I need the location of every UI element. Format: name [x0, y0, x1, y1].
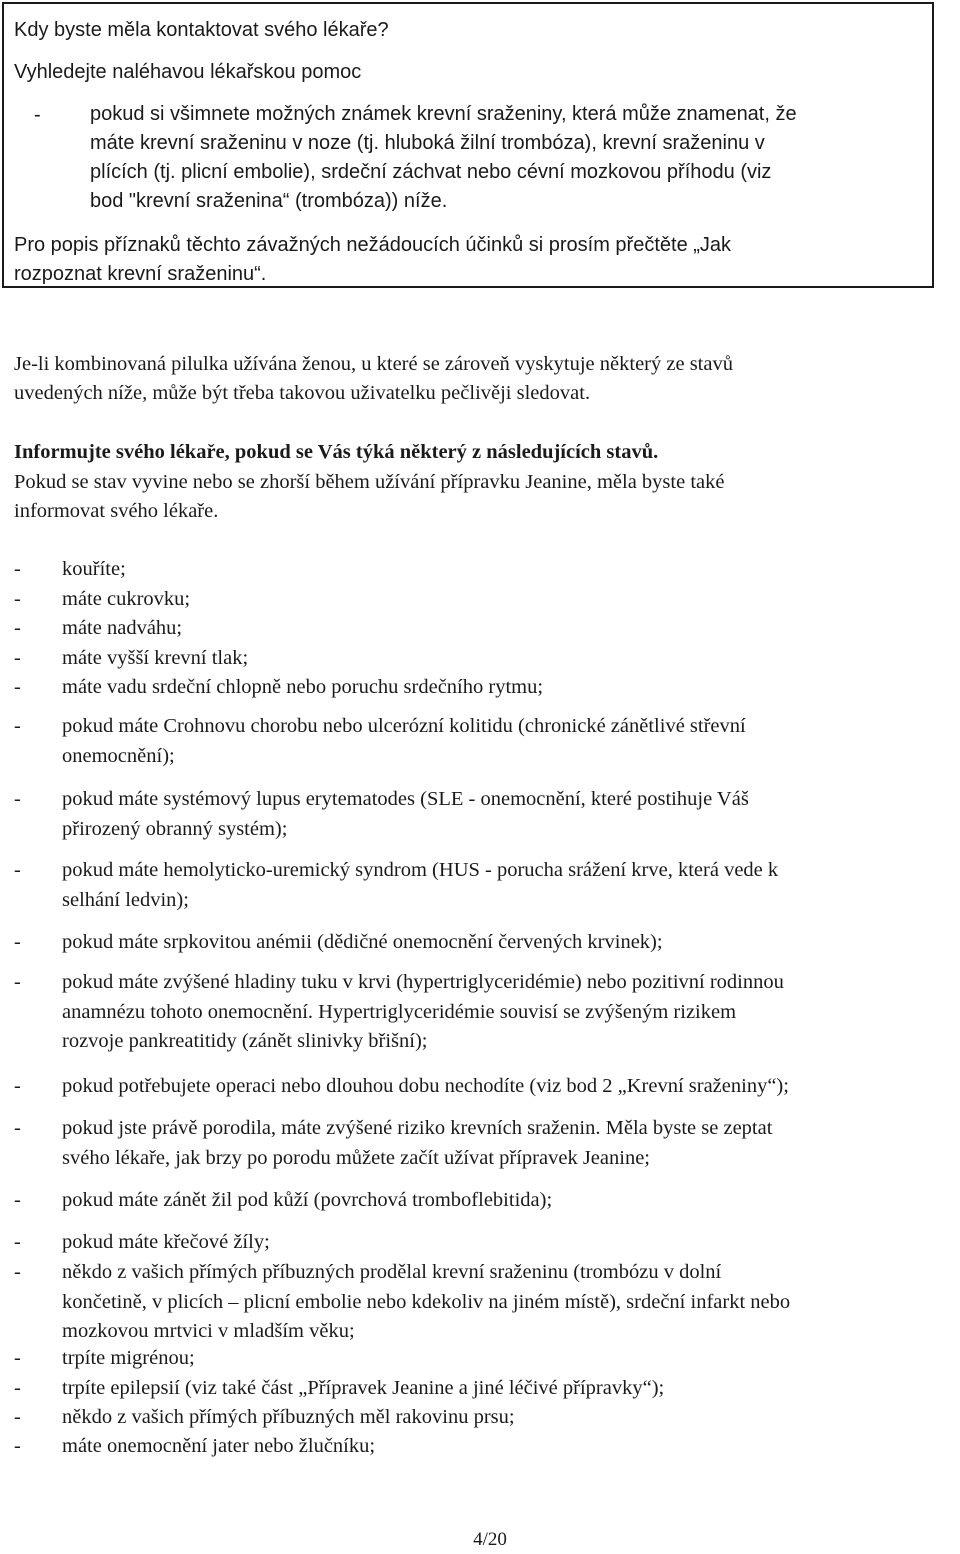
box-bullet-line: máte krevní sraženinu v noze (tj. hluboká žilní trombóza), krevní sraženinu v [90, 132, 765, 154]
list-item-line: svého lékaře, jak brzy po porodu můžete začít užívat přípravek Jeanine; [62, 1147, 650, 1169]
list-item-dash: - [14, 1231, 21, 1253]
intro-line: Je-li kombinovaná pilulka užívána ženou, u které se zároveň vyskytuje některý ze stavů [14, 353, 733, 375]
list-item-line: kouříte; [62, 558, 126, 580]
inform-line: Pokud se stav vyvine nebo se zhorší během užívání přípravku Jeanine, měla byste také [14, 471, 725, 493]
list-item-line: někdo z vašich přímých příbuzných prodělal krevní sraženinu (trombózu v dolní [62, 1261, 722, 1283]
list-item-line: máte vyšší krevní tlak; [62, 647, 249, 669]
list-item-line: máte vadu srdeční chlopně nebo poruchu srdečního rytmu; [62, 676, 544, 698]
list-item-line: onemocnění); [62, 745, 175, 767]
list-item-line: pokud máte zánět žil pod kůží (povrchová tromboflebitida); [62, 1189, 553, 1211]
list-item-dash: - [14, 647, 21, 669]
list-item-line: pokud máte zvýšené hladiny tuku v krvi (hypertriglyceridémie) nebo pozitivní rodinnou [62, 971, 784, 993]
box-bullet-line: plících (tj. plicní embolie), srdeční záchvat nebo cévní mozkovou příhodu (viz [90, 161, 772, 183]
list-item-dash: - [14, 971, 21, 993]
list-item-dash: - [14, 676, 21, 698]
list-item-line: máte onemocnění jater nebo žlučníku; [62, 1435, 376, 1457]
intro-line: uvedených níže, může být třeba takovou uživatelku pečlivěji sledovat. [14, 382, 591, 404]
list-item-line: pokud potřebujete operaci nebo dlouhou dobu nechodíte (viz bod 2 „Krevní sraženiny“); [62, 1075, 789, 1097]
box-bullet-dash: - [34, 104, 41, 126]
box-bullet-line: pokud si všimnete možných známek krevní sraženiny, která může znamenat, že [90, 103, 797, 125]
list-item-dash: - [14, 1377, 21, 1399]
list-item-dash: - [14, 788, 21, 810]
list-item-line: máte nadváhu; [62, 617, 183, 639]
list-item-dash: - [14, 1117, 21, 1139]
list-item-line: máte cukrovku; [62, 588, 191, 610]
list-item-line: pokud máte hemolyticko-uremický syndrom (HUS - porucha srážení krve, která vede k [62, 859, 779, 881]
box-subtitle: Vyhledejte naléhavou lékařskou pomoc [14, 61, 362, 83]
inform-heading: Informujte svého lékaře, pokud se Vás týká některý z následujících stavů. [14, 441, 659, 463]
list-item-line: pokud máte Crohnovu chorobu nebo ulcerózní kolitidu (chronické zánětlivé střevní [62, 715, 746, 737]
list-item-line: rozvoje pankreatitidy (zánět slinivky břišní); [62, 1030, 428, 1052]
list-item-line: anamnézu tohoto onemocnění. Hypertriglyceridémie souvisí se zvýšeným rizikem [62, 1001, 737, 1023]
inform-line: informovat svého lékaře. [14, 500, 219, 522]
list-item-line: trpíte epilepsií (viz také část „Přípravek Jeanine a jiné léčivé přípravky“); [62, 1377, 665, 1399]
list-item-line: selhání ledvin); [62, 889, 189, 911]
page-number: 4/20 [473, 1529, 507, 1550]
box-bullet-line: bod "krevní sraženina“ (trombóza)) níže. [90, 190, 448, 212]
list-item-line: pokud máte srpkovitou anémii (dědičné onemocnění červených krvinek); [62, 931, 663, 953]
box-note-line: rozpoznat krevní sraženinu“. [14, 263, 267, 285]
list-item-dash: - [14, 859, 21, 881]
box-note-line: Pro popis příznaků těchto závažných nežádoucích účinků si prosím přečtěte „Jak [14, 234, 732, 256]
list-item-line: trpíte migrénou; [62, 1347, 195, 1369]
list-item-line: někdo z vašich přímých příbuzných měl rakovinu prsu; [62, 1406, 515, 1428]
list-item-dash: - [14, 617, 21, 639]
list-item-dash: - [14, 1075, 21, 1097]
list-item-line: přirozený obranný systém); [62, 818, 288, 840]
list-item-line: končetině, v plicích – plicní embolie nebo kdekoliv na jiném místě), srdeční infarkt nebo [62, 1291, 791, 1313]
box-title: Kdy byste měla kontaktovat svého lékaře? [14, 19, 389, 41]
list-item-dash: - [14, 1189, 21, 1211]
list-item-line: pokud jste právě porodila, máte zvýšené riziko krevních sraženin. Měla byste se zeptat [62, 1117, 773, 1139]
list-item-dash: - [14, 1435, 21, 1457]
list-item-dash: - [14, 1261, 21, 1283]
list-item-dash: - [14, 931, 21, 953]
list-item-line: pokud máte křečové žíly; [62, 1231, 270, 1253]
list-item-dash: - [14, 1406, 21, 1428]
list-item-line: mozkovou mrtvici v mladším věku; [62, 1320, 355, 1342]
list-item-dash: - [14, 588, 21, 610]
list-item-dash: - [14, 558, 21, 580]
list-item-dash: - [14, 1347, 21, 1369]
list-item-line: pokud máte systémový lupus erytematodes (SLE - onemocnění, které postihuje Váš [62, 788, 749, 810]
list-item-dash: - [14, 715, 21, 737]
